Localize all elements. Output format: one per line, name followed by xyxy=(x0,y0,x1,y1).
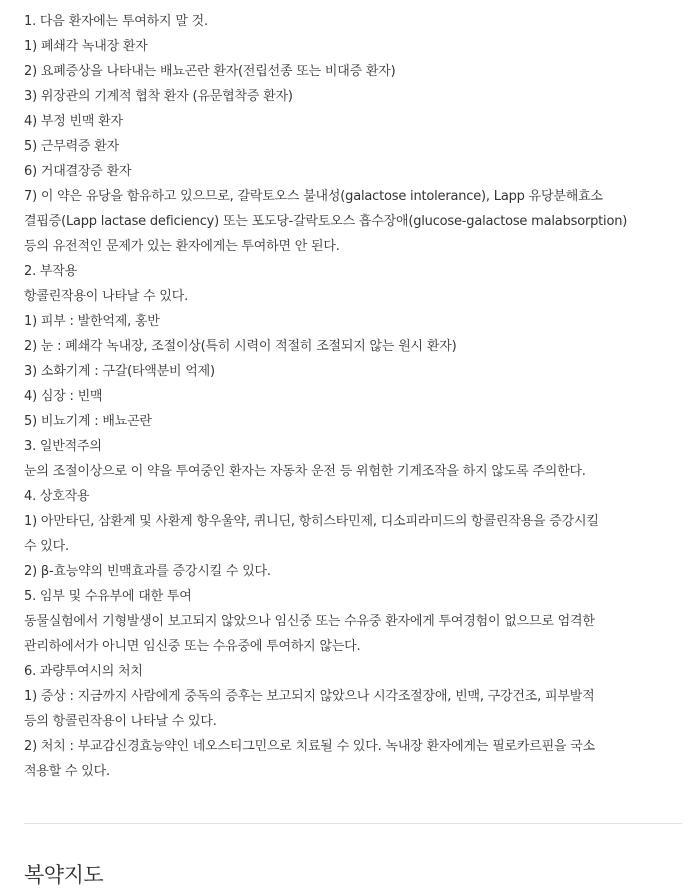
text-line: 4) 부정 빈맥 환자 xyxy=(24,114,123,129)
text-line: 눈의 조절이상으로 이 약을 투여중인 환자는 자동차 운전 등 위험한 기계조작을 하지 않도록 주의한다. xyxy=(24,464,586,479)
text-line: 6. 과량투여시의 처치 xyxy=(24,664,143,679)
text-line: 항콜린작용이 나타날 수 있다. xyxy=(24,289,189,304)
text-line: 5) 비뇨기계 : 배뇨곤란 xyxy=(24,414,152,429)
text-line: 3. 일반적주의 xyxy=(24,439,102,454)
text-line: 등의 유전적인 문제가 있는 환자에게는 투여하면 안 된다. xyxy=(24,239,340,254)
text-line: 2. 부작용 xyxy=(24,264,78,279)
text-line: 수 있다. xyxy=(24,539,69,554)
text-line: 1. 다음 환자에는 투여하지 말 것. xyxy=(24,14,208,29)
text-line: 1) 아만타딘, 삼환계 및 사환계 항우울약, 퀴니딘, 항히스타민제, 디소피라미드의 항콜린작용을 증강시킬 xyxy=(24,514,599,529)
text-line: 7) 이 약은 유당을 함유하고 있으므로, 갈락토오스 불내성(galactose intolerance), Lapp 유당분해효소 xyxy=(24,189,603,204)
text-line: 2) 눈 : 폐쇄각 녹내장, 조절이상(특히 시력이 적절히 조절되지 않는 원시 환자) xyxy=(24,339,457,354)
text-line: 4. 상호작용 xyxy=(24,489,90,504)
text-line: 2) 처치 : 부교감신경효능약인 네오스티그민으로 치료될 수 있다. 녹내장 환자에게는 필로카르핀을 국소 xyxy=(24,739,595,754)
section-divider xyxy=(24,823,682,824)
text-line: 6) 거대결장증 환자 xyxy=(24,164,132,179)
text-line: 5) 근무력증 환자 xyxy=(24,139,119,154)
drug-info-body xyxy=(24,9,684,784)
text-line: 2) 요폐증상을 나타내는 배뇨곤란 환자(전립선종 또는 비대증 환자) xyxy=(24,64,396,79)
text-line: 1) 폐쇄각 녹내장 환자 xyxy=(24,39,148,54)
text-line: 적용할 수 있다. xyxy=(24,764,110,779)
text-line: 4) 심장 : 빈맥 xyxy=(24,389,103,404)
section-title: 복약지도 xyxy=(24,863,104,887)
text-line: 등의 항콜린작용이 나타날 수 있다. xyxy=(24,714,217,729)
text-line: 동물실험에서 기형발생이 보고되지 않았으나 임신중 또는 수유중 환자에게 투여경험이 없으므로 엄격한 xyxy=(24,614,595,629)
text-line: 3) 소화기계 : 구갈(타액분비 억제) xyxy=(24,364,215,379)
text-line: 관리하에서가 아니면 임신중 또는 수유중에 투여하지 않는다. xyxy=(24,639,361,654)
text-line: 5. 임부 및 수유부에 대한 투여 xyxy=(24,589,192,604)
text-line: 1) 피부 : 발한억제, 홍반 xyxy=(24,314,160,329)
text-line: 1) 증상 : 지금까지 사람에게 중독의 증후는 보고되지 않았으나 시각조절장애, 빈맥, 구강건조, 피부발적 xyxy=(24,689,595,704)
text-line: 결핍증(Lapp lactase deficiency) 또는 포도당-갈락토오스 흡수장애(glucose-galactose malabsorption) xyxy=(24,214,628,229)
text-line: 3) 위장관의 기계적 협착 환자 (유문협착증 환자) xyxy=(24,89,293,104)
text-line: 2) β-효능약의 빈맥효과를 증강시킬 수 있다. xyxy=(24,564,271,579)
